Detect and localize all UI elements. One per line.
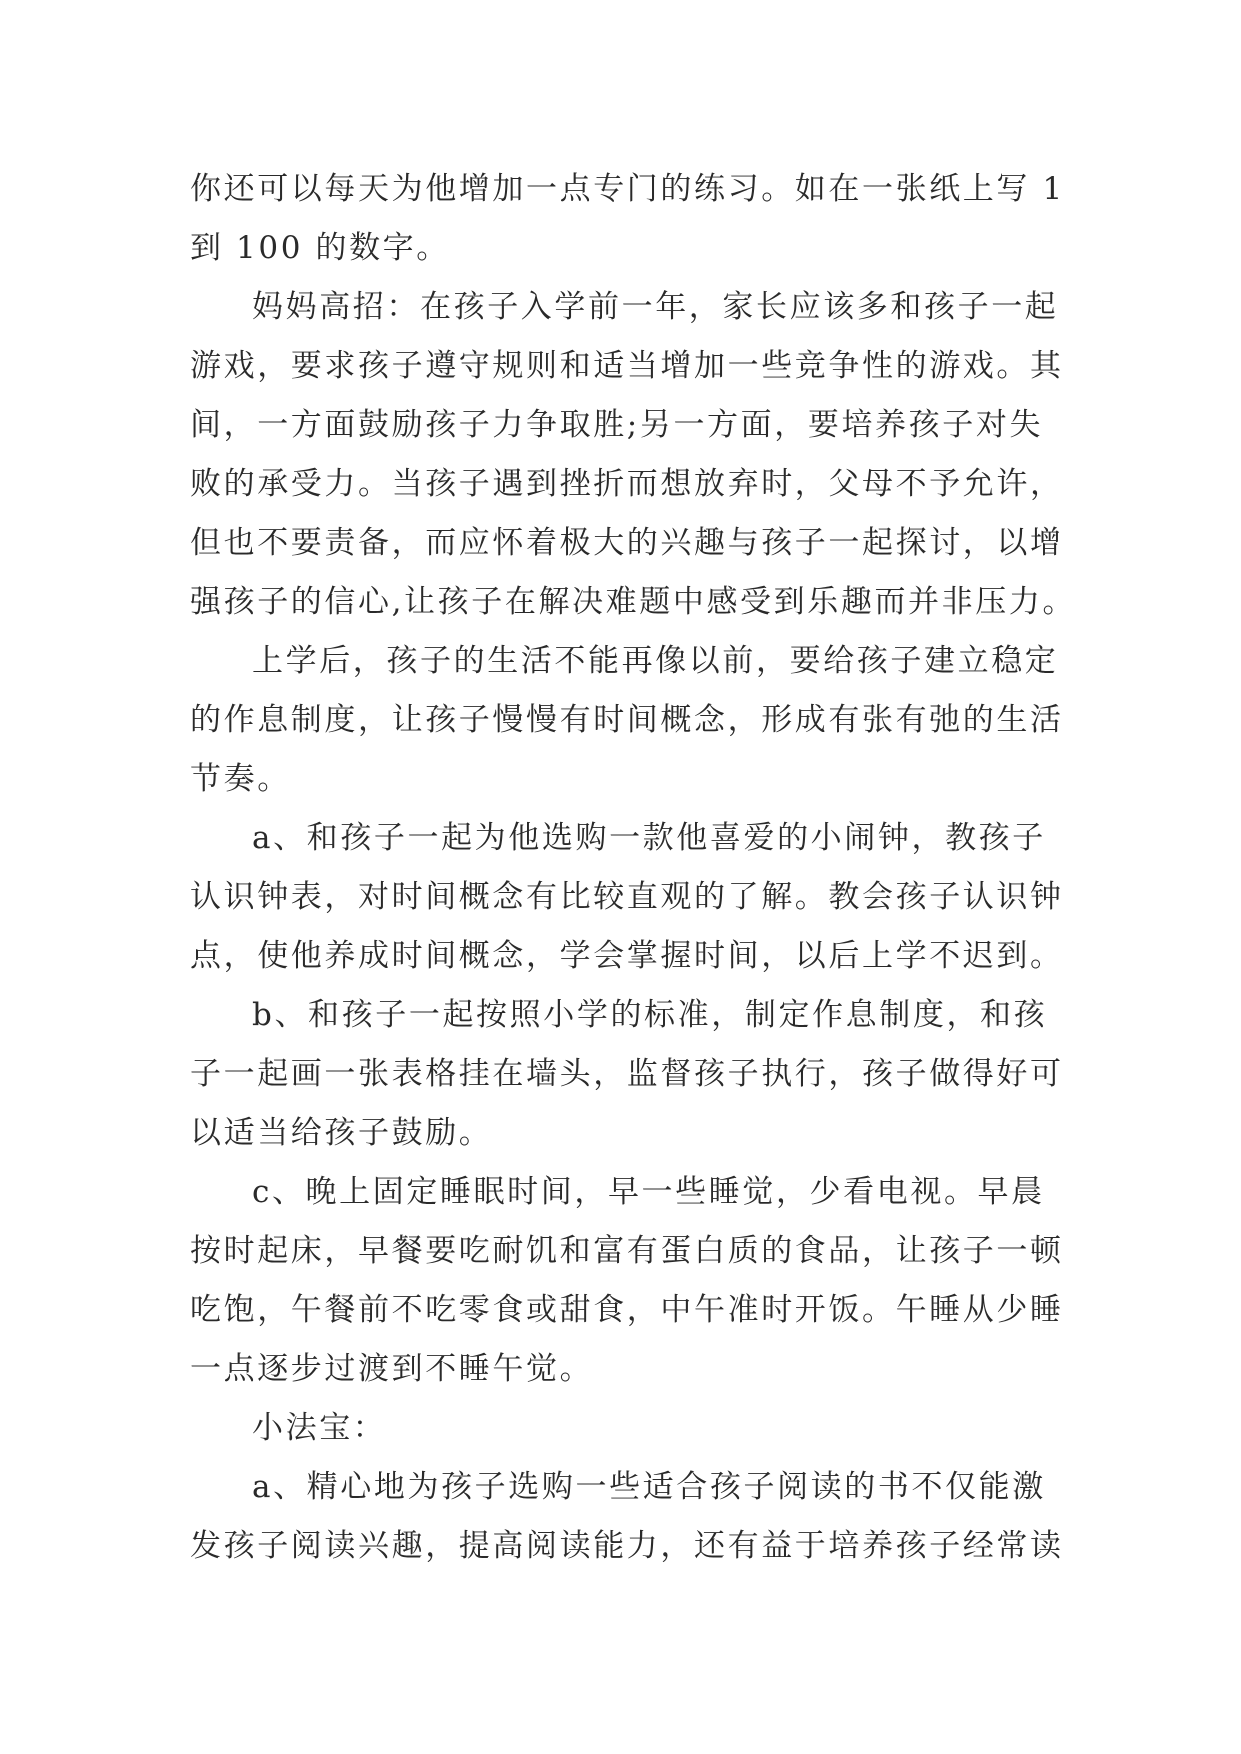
text-line: 按时起床，早餐要吃耐饥和富有蛋白质的食品，让孩子一顿: [190, 1233, 1064, 1269]
text-line: 到 100 的数字。: [190, 230, 450, 266]
text-line: 认识钟表，对时间概念有比较直观的了解。教会孩子认识钟: [190, 879, 1064, 915]
text-line: 强孩子的信心,让孩子在解决难题中感受到乐趣而并非压力。: [190, 584, 1077, 620]
text-line: 妈妈高招：在孩子入学前一年，家长应该多和孩子一起: [252, 289, 1059, 325]
text-line: 发孩子阅读兴趣，提高阅读能力，还有益于培养孩子经常读: [190, 1528, 1064, 1564]
text-line: 一点逐步过渡到不睡午觉。: [190, 1351, 594, 1387]
text-line: 点，使他养成时间概念，学会掌握时间，以后上学不迟到。: [190, 938, 1064, 974]
text-line: 子一起画一张表格挂在墙头，监督孩子执行，孩子做得好可: [190, 1056, 1064, 1092]
text-line: 小法宝：: [252, 1410, 387, 1446]
text-line: a、和孩子一起为他选购一款他喜爱的小闹钟，教孩子: [252, 820, 1046, 856]
document-body: [190, 160, 1077, 1576]
text-line: 间，一方面鼓励孩子力争取胜;另一方面，要培养孩子对失: [190, 407, 1044, 443]
text-line: 你还可以每天为他增加一点专门的练习。如在一张纸上写 1: [190, 171, 1065, 207]
text-line: 但也不要责备，而应怀着极大的兴趣与孩子一起探讨，以增: [190, 525, 1064, 561]
text-line: 的作息制度，让孩子慢慢有时间概念，形成有张有弛的生活: [190, 702, 1064, 738]
text-line: 节奏。: [190, 761, 291, 797]
text-line: 吃饱，午餐前不吃零食或甜食，中午准时开饭。午睡从少睡: [190, 1292, 1064, 1328]
text-line: b、和孩子一起按照小学的标准，制定作息制度，和孩: [252, 997, 1048, 1033]
text-line: 以适当给孩子鼓励。: [190, 1115, 493, 1151]
text-line: 败的承受力。当孩子遇到挫折而想放弃时，父母不予允许，: [190, 466, 1064, 502]
text-line: 上学后，孩子的生活不能再像以前，要给孩子建立稳定: [252, 643, 1059, 679]
text-line: a、精心地为孩子选购一些适合孩子阅读的书不仅能激: [252, 1469, 1046, 1505]
text-line: 游戏，要求孩子遵守规则和适当增加一些竞争性的游戏。其: [190, 348, 1064, 384]
text-line: c、晚上固定睡眠时间，早一些睡觉，少看电视。早晨: [252, 1174, 1045, 1210]
